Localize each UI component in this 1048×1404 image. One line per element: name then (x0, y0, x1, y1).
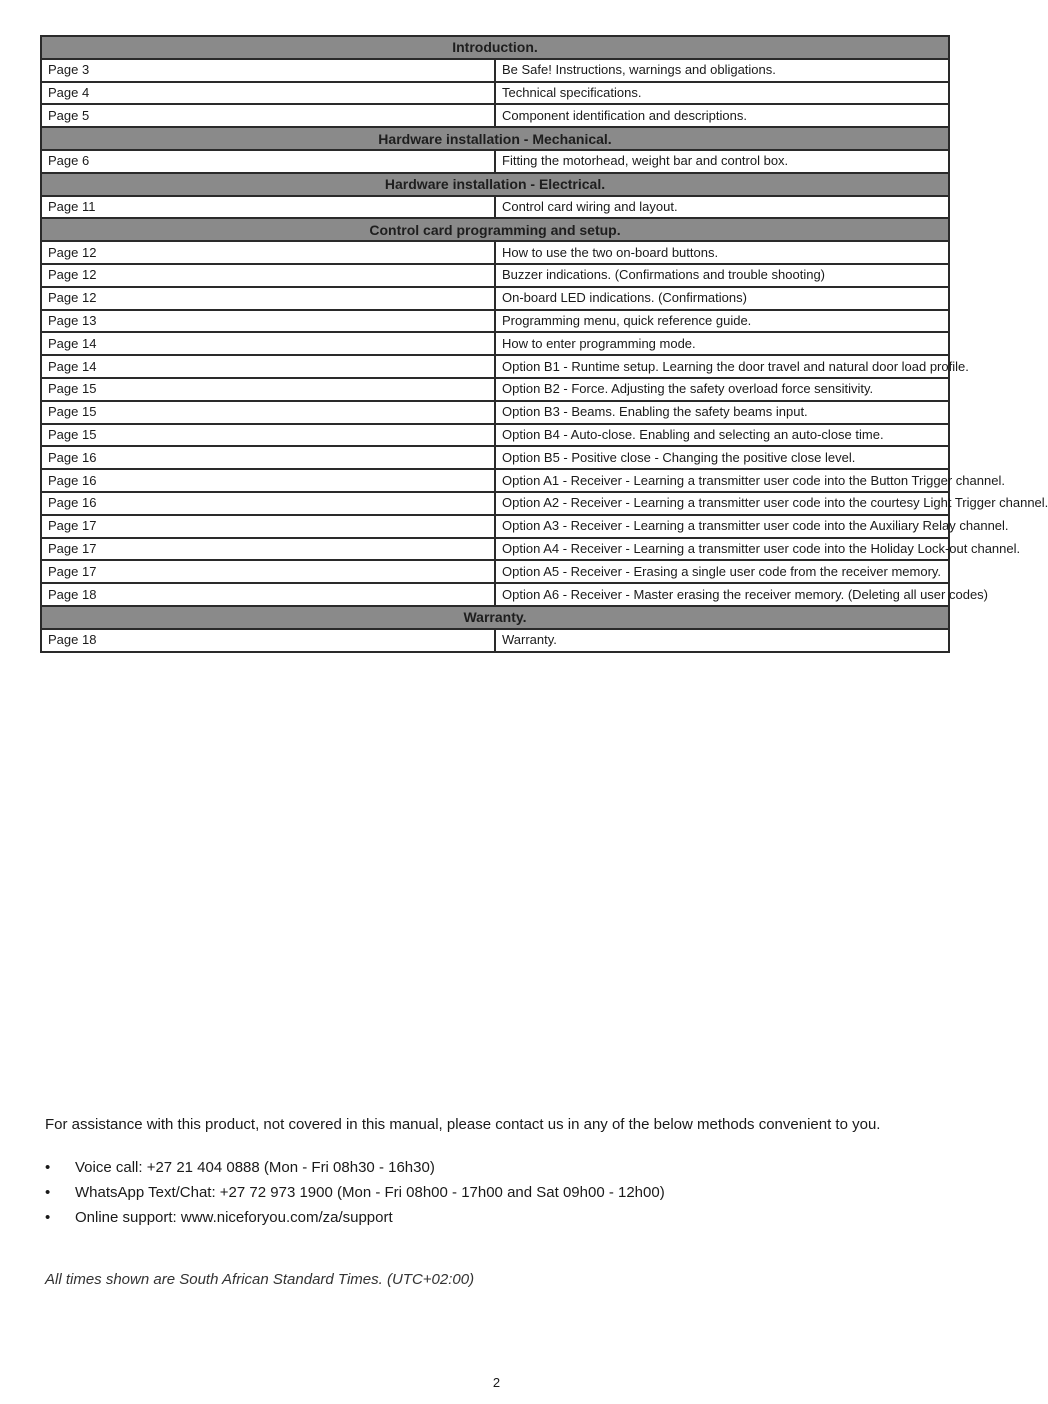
contact-intro: For assistance with this product, not covered in this manual, please contact us in any of the below methods convenient to you. (45, 1116, 881, 1133)
toc-entry-row (41, 560, 949, 583)
bullet-icon: • (45, 1159, 51, 1176)
toc-page-ref: Page 15 (41, 401, 495, 424)
contact-item-text: WhatsApp Text/Chat: +27 72 973 1900 (Mon - Fri 08h00 - 17h00 and Sat 09h00 - 12h00) (75, 1184, 665, 1201)
contact-item-whatsapp (45, 1180, 955, 1205)
toc-entry-title: Option A4 - Receiver - Learning a transmitter user code into the Holiday Lock-out channel. (495, 538, 949, 561)
table-of-contents (40, 35, 1048, 653)
contact-list (45, 1155, 955, 1230)
toc-entry-title: How to enter programming mode. (495, 332, 949, 355)
section-title: Warranty. (41, 606, 949, 629)
toc-page-ref: Page 14 (41, 355, 495, 378)
toc-entry-row (41, 492, 949, 515)
toc-entry-title: On-board LED indications. (Confirmations) (495, 287, 949, 310)
toc-entry-row (41, 424, 949, 447)
toc-page-ref: Page 13 (41, 310, 495, 333)
toc-entry-row (41, 515, 949, 538)
toc-entry-row (41, 332, 949, 355)
toc-page-ref: Page 15 (41, 424, 495, 447)
contact-item-text: Online support: www.niceforyou.com/za/support (75, 1209, 393, 1226)
toc-entry-row (41, 446, 949, 469)
contact-section (45, 1116, 955, 1230)
toc-entry-row (41, 104, 949, 127)
toc-page-ref: Page 12 (41, 287, 495, 310)
toc-entry-title: Option A1 - Receiver - Learning a transmitter user code into the Button Trigger channel. (495, 469, 949, 492)
toc-entry-title: Warranty. (495, 629, 949, 652)
toc-body (41, 36, 1048, 652)
toc-entry-row (41, 287, 949, 310)
bullet-icon: • (45, 1184, 51, 1201)
timezone-note: All times shown are South African Standard Times. (UTC+02:00) (45, 1271, 475, 1288)
toc-page-ref: Page 18 (41, 629, 495, 652)
toc-entry-row (41, 264, 949, 287)
toc-entry-row (41, 401, 949, 424)
toc-page-ref: Page 6 (41, 150, 495, 173)
toc-entry-title: Option B4 - Auto-close. Enabling and selecting an auto-close time. (495, 424, 949, 447)
toc-entry-row (41, 82, 949, 105)
toc-page-ref: Page 17 (41, 560, 495, 583)
toc-page-ref: Page 4 (41, 82, 495, 105)
toc-section-header (41, 127, 949, 150)
toc-section-header (41, 36, 949, 59)
toc-entry-row (41, 355, 949, 378)
toc-entry-row (41, 196, 949, 219)
toc-entry-row (41, 378, 949, 401)
toc-page-ref: Page 17 (41, 538, 495, 561)
toc-entry-title: How to use the two on-board buttons. (495, 241, 949, 264)
bullet-icon: • (45, 1209, 51, 1226)
toc-entry-title: Option A5 - Receiver - Erasing a single user code from the receiver memory. (495, 560, 949, 583)
toc-page-ref: Page 17 (41, 515, 495, 538)
toc-entry-title: Programming menu, quick reference guide. (495, 310, 949, 333)
section-title: Control card programming and setup. (41, 218, 949, 241)
toc-entry-row (41, 583, 949, 606)
toc-page-ref: Page 16 (41, 446, 495, 469)
toc-entry-title: Option B2 - Force. Adjusting the safety overload force sensitivity. (495, 378, 949, 401)
toc-entry-title: Control card wiring and layout. (495, 196, 949, 219)
toc-entry-title: Be Safe! Instructions, warnings and obligations. (495, 59, 949, 82)
toc-entry-row (41, 59, 949, 82)
toc-section-header (41, 218, 949, 241)
toc-entry-title: Component identification and descriptions. (495, 104, 949, 127)
contact-item-text: Voice call: +27 21 404 0888 (Mon - Fri 08h30 - 16h30) (75, 1159, 435, 1176)
contact-item-voice (45, 1155, 955, 1180)
toc-entry-title: Option B3 - Beams. Enabling the safety beams input. (495, 401, 949, 424)
toc-entry-row (41, 241, 949, 264)
toc-page-ref: Page 3 (41, 59, 495, 82)
toc-page-ref: Page 16 (41, 469, 495, 492)
toc-page-ref: Page 14 (41, 332, 495, 355)
toc-entry-title: Option B5 - Positive close - Changing the positive close level. (495, 446, 949, 469)
toc-page-ref: Page 5 (41, 104, 495, 127)
toc-page-ref: Page 16 (41, 492, 495, 515)
section-title: Introduction. (41, 36, 949, 59)
toc-entry-title: Option A6 - Receiver - Master erasing the receiver memory. (Deleting all user codes) (495, 583, 949, 606)
toc-entry-row (41, 538, 949, 561)
section-title: Hardware installation - Mechanical. (41, 127, 949, 150)
toc-page-ref: Page 12 (41, 241, 495, 264)
section-title: Hardware installation - Electrical. (41, 173, 949, 196)
toc-entry-title: Option A3 - Receiver - Learning a transmitter user code into the Auxiliary Relay channel. (495, 515, 949, 538)
page-number: 2 (492, 1375, 501, 1390)
toc-page-ref: Page 12 (41, 264, 495, 287)
toc-entry-title: Fitting the motorhead, weight bar and control box. (495, 150, 949, 173)
toc-page-ref: Page 11 (41, 196, 495, 219)
contact-item-online (45, 1205, 955, 1230)
toc-entry-title: Option A2 - Receiver - Learning a transmitter user code into the courtesy Light Trigger channel. (495, 492, 949, 515)
toc-page-ref: Page 15 (41, 378, 495, 401)
toc-entry-row (41, 310, 949, 333)
toc-entry-row (41, 469, 949, 492)
toc-entry-title: Option B1 - Runtime setup. Learning the door travel and natural door load profile. (495, 355, 949, 378)
toc-entry-row (41, 150, 949, 173)
toc-entry-title: Buzzer indications. (Confirmations and trouble shooting) (495, 264, 949, 287)
toc-section-header (41, 606, 949, 629)
toc-entry-row (41, 629, 949, 652)
toc-page-ref: Page 18 (41, 583, 495, 606)
toc-entry-title: Technical specifications. (495, 82, 949, 105)
toc-section-header (41, 173, 949, 196)
